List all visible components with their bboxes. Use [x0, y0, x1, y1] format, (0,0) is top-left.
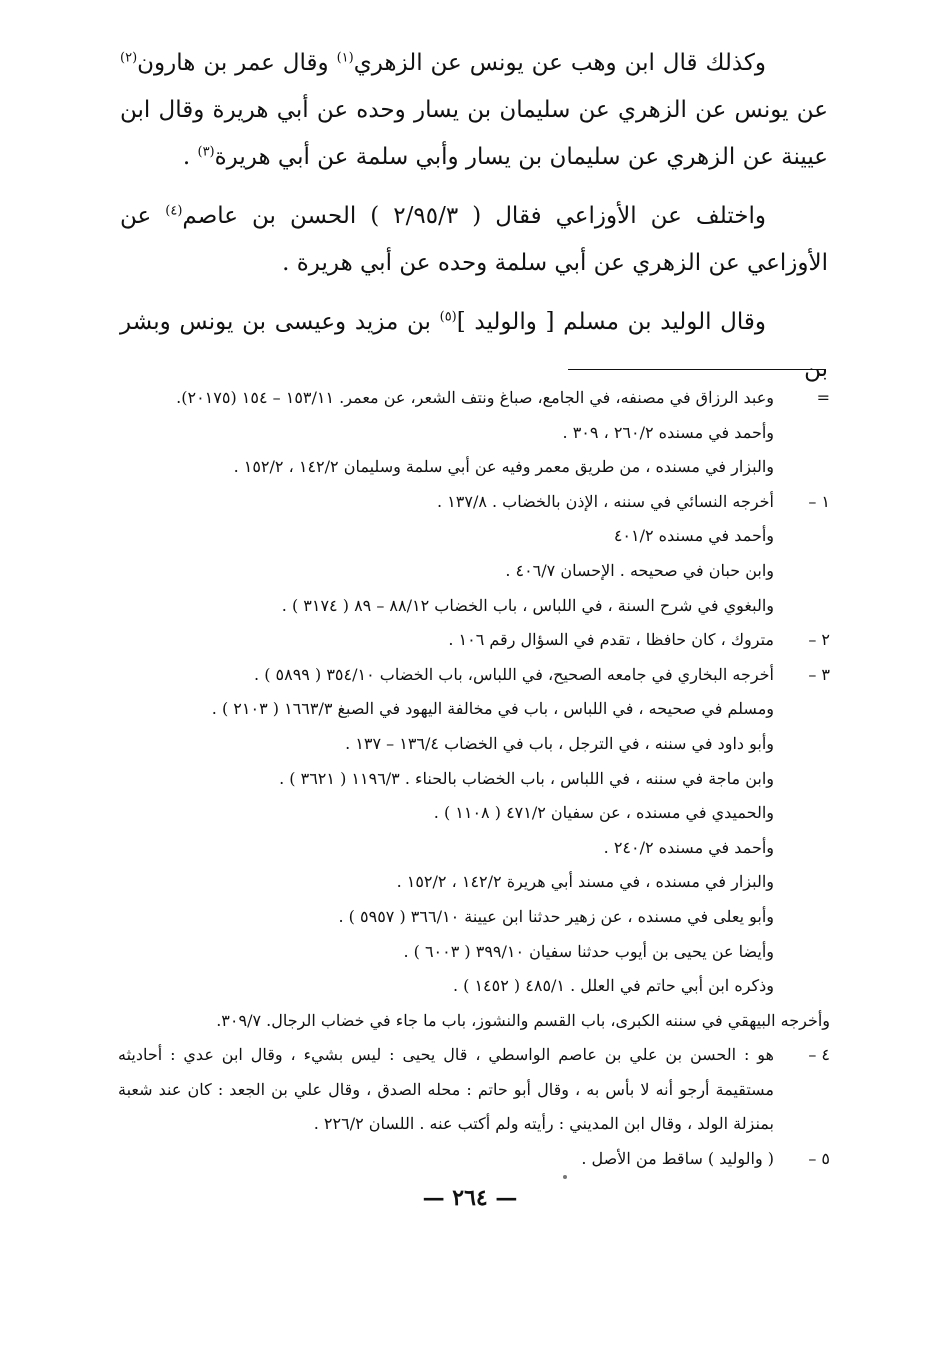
footnote-line: وعبد الرزاق في مصنفه، في الجامع، صباغ ونتف الشعر، عن معمر. ١٥٣/١١ – ١٥٤ (٢٠١٧٥). — [176, 388, 774, 407]
footnote-line: هو : الحسن بن علي بن عاصم الواسطي ، قال يحيى : ليس بشيء ، وقال ابن عدي : أحاديثه مستقيمة أرجو أنه لا بأس به ، وقال أبو حاتم : محله الصدق ، وقال علي بن الجعد : كان عند شعبة بمنزلة الولد ، وقال ابن المديني : رأيته ولم أكتب عنه . اللسان ٢٢٦/٢ . — [118, 1045, 775, 1134]
footnotes — [118, 381, 830, 1177]
main-text-run: عن يونس عن الزهري عن سليمان بن يسار وحده عن أبي هريرة وقال ابن عيينة عن الزهري عن سليمان بن يسار وأبي سلمة عن أبي هريرة — [120, 97, 828, 170]
footnote-line: وابن ماجة في سننه ، في اللباس ، باب الخضاب بالحناء . ١١٩٦/٣ ( ٣٦٢١ ) . — [279, 768, 774, 788]
footnote-line: وأبو يعلى في مسنده ، عن زهير حدثنا ابن عيينة ٣٦٦/١٠ ( ٥٩٥٧ ) . — [338, 906, 774, 926]
footnote-2 — [118, 623, 830, 658]
page-number: — ٢٦٤ — — [422, 1185, 518, 1211]
footnote-line: وأيضا عن يحيى بن أيوب حدثنا سفيان ٣٩٩/١٠ ( ٦٠٠٣ ) . — [403, 941, 774, 961]
footnote-ref[interactable]: (٢) — [120, 50, 138, 66]
main-text-run: وكذلك قال ابن وهب عن يونس عن الزهري — [353, 50, 766, 76]
footnote-line: أخرجه النسائي في سننه ، الإذن بالخضاب . ١٣٧/٨ . — [436, 491, 774, 511]
main-text-run: وقال عمر بن هارون — [137, 50, 337, 76]
main-text — [120, 40, 828, 405]
footnote-number: = — [816, 388, 830, 407]
main-paragraph — [120, 299, 828, 393]
footnote-ref[interactable]: (٤) — [165, 203, 183, 219]
footnote-1 — [118, 485, 830, 623]
scan-speck — [563, 1175, 567, 1179]
main-paragraph — [120, 193, 828, 287]
main-paragraph — [120, 40, 828, 181]
footnote-line: وأخرجه البيهقي في سننه الكبرى، باب القسم والنشوز، باب ما جاء في خضاب الرجال. ٣٠٩/٧. — [216, 1010, 830, 1030]
main-text-run: واختلف عن الأوزاعي فقال ( ٢/٩٥/٣ ) الحسن بن عاصم — [182, 203, 766, 229]
footnote-line: ومسلم في صحيحه ، في اللباس ، باب في مخالفة اليهود في الصبغ ١٦٦٣/٣ ( ٢١٠٣ ) . — [211, 699, 774, 719]
footnote-continuation — [118, 381, 830, 485]
footnote-number: ٥ – — [808, 1149, 830, 1169]
footnote-number: ١ – — [808, 491, 830, 511]
main-text-run: . — [182, 144, 198, 170]
footnote-line: متروك ، كان حافظا ، تقدم في السؤال رقم ١٠٦ . — [448, 630, 774, 650]
main-text-run: عن الأوزاعي عن الزهري عن أبي سلمة وحده عن أبي هريرة . — [120, 203, 828, 276]
footnote-line: والحميدي في مسنده ، عن سفيان ٤٧١/٢ ( ١١٠٨ ) . — [433, 803, 774, 823]
footnote-line: والبغوي في شرح السنة ، في اللباس ، باب الخضاب ٨٨/١٢ – ٨٩ ( ٣١٧٤ ) . — [281, 595, 774, 615]
footnote-number: ٢ – — [808, 630, 830, 650]
footnote-line: أخرجه البخاري في جامعه الصحيح، في اللباس، باب الخضاب ٣٥٤/١٠ ( ٥٨٩٩ ) . — [254, 664, 774, 684]
footnote-5 — [118, 1142, 830, 1177]
footnote-number: ٣ – — [808, 664, 830, 684]
footnote-3 — [118, 658, 830, 1039]
footnote-line: والبزار في مسنده ، في مسند أبي هريرة ١٤٢/٢ ، ١٥٢/٢ . — [396, 872, 774, 892]
footnote-separator — [568, 369, 826, 370]
footnote-line: وأبو داود في سننه ، في الترجل ، باب في الخضاب ١٣٦/٤ – ١٣٧ . — [345, 733, 774, 753]
footnote-ref[interactable]: (٣) — [197, 144, 215, 160]
main-text-run: وقال الوليد بن مسلم [ والوليد ] — [456, 309, 767, 335]
footnote-line: والبزار في مسنده ، من طريق معمر وفيه عن أبي سلمة وسليمان ١٤٢/٢ ، ١٥٢/٢ . — [233, 457, 774, 477]
footnote-4 — [118, 1038, 830, 1142]
footnote-line: وأحمد في مسنده ٢٤٠/٢ . — [603, 837, 774, 857]
footnote-line: ( والوليد ) ساقط من الأصل . — [581, 1149, 774, 1169]
footnote-ref[interactable]: (٥) — [439, 309, 457, 325]
footnote-line: وأحمد في مسنده ٢٦٠/٢ ، ٣٠٩ . — [562, 422, 774, 442]
footnote-line: وأحمد في مسنده ٤٠١/٢ — [613, 526, 774, 546]
main-text-run: بن مزيد وعيسى بن يونس وبشر بن — [120, 309, 828, 382]
footnote-line: وذكره ابن أبي حاتم في العلل . ٤٨٥/١ ( ١٤٥٢ ) . — [452, 976, 774, 996]
footnote-ref[interactable]: (١) — [336, 50, 354, 66]
footnote-line: وابن حبان في صحيحه . الإحسان ٤٠٦/٧ . — [505, 560, 774, 580]
footnote-number: ٤ – — [808, 1045, 830, 1065]
